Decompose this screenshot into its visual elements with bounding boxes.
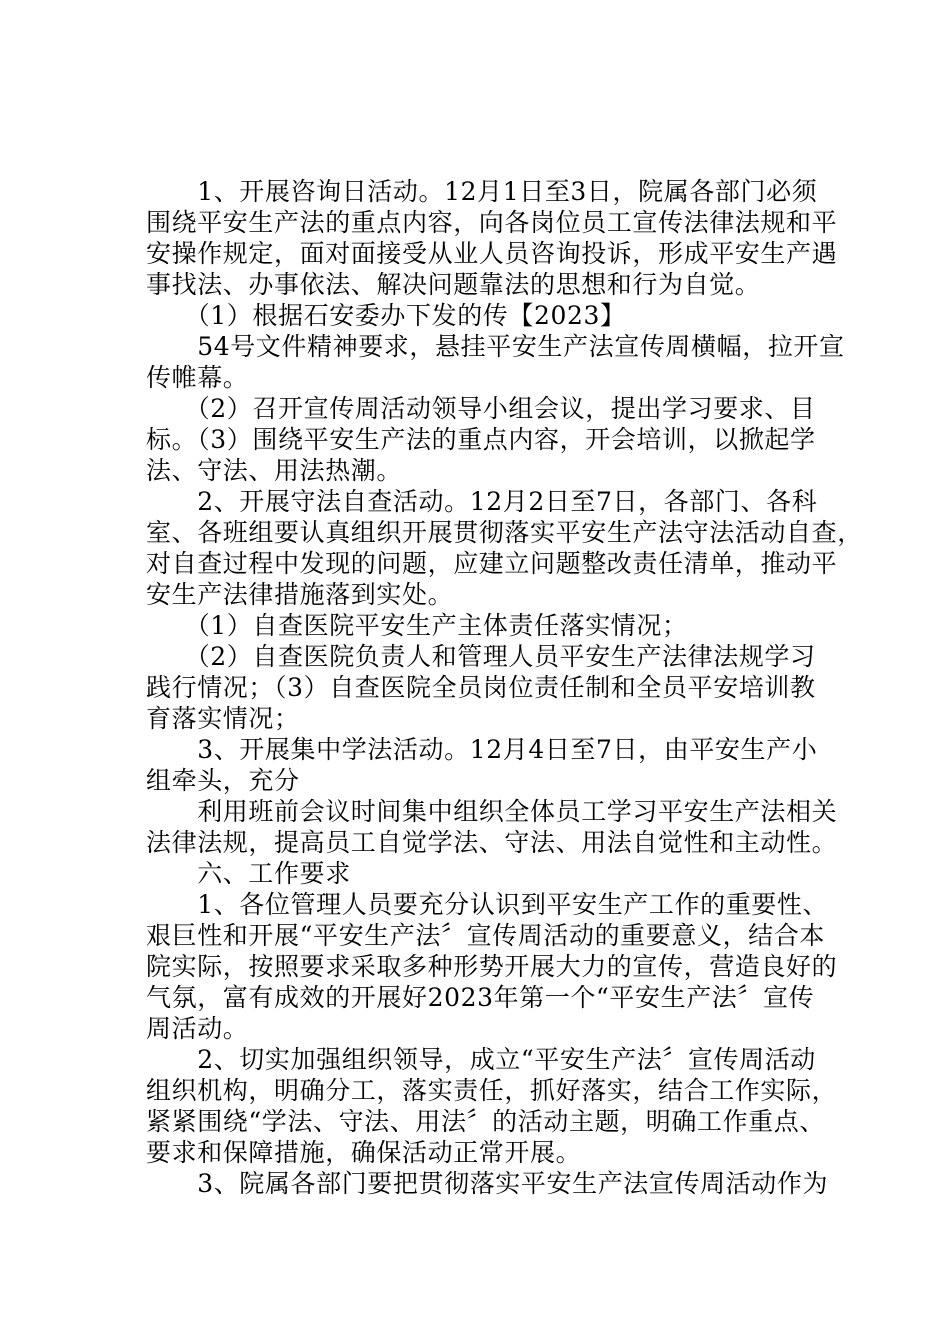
- text-line: 践行情况；（3）自查医院全员岗位责任制和全员平安培训教: [146, 673, 816, 702]
- text-line: （2）自查医院负责人和管理人员平安生产法律法规学习: [146, 642, 816, 671]
- text-line: 标。（3）围绕平安生产法的重点内容，开会培训，以掀起学: [146, 425, 816, 454]
- text-line: （1）自查医院平安生产主体责任落实情况；: [146, 611, 688, 640]
- text-line: 六、工作要求: [146, 859, 351, 888]
- text-line: （1）根据石安委办下发的传【2023】: [146, 301, 626, 330]
- text-line: 54号文件精神要求，悬挂平安生产法宣传周横幅，拉开宣: [146, 332, 845, 361]
- text-line: 1、各位管理人员要充分认识到平安生产工作的重要性、: [146, 890, 829, 919]
- text-line: 组织机构，明确分工，落实责任，抓好落实，结合工作实际，: [146, 1076, 838, 1105]
- text-line: 艰巨性和开展“平安生产法〞宣传周活动的重要意义，结合本: [146, 921, 825, 950]
- text-line: 气氛，富有成效的开展好2023年第一个“平安生产法〞宣传: [146, 983, 815, 1012]
- text-line: 安生产法律措施落到实处。: [146, 580, 454, 609]
- text-line: 对自查过程中发现的问题，应建立问题整改责任清单，推动平: [146, 549, 838, 578]
- text-line: 事找法、办事依法、解决问题靠法的思想和行为自觉。: [146, 270, 761, 299]
- text-line: 3、开展集中学法活动。12月4日至7日，由平安生产小: [146, 735, 818, 764]
- text-line: 紧紧围绕“学法、守法、用法〞的活动主题，明确工作重点、: [146, 1107, 825, 1136]
- text-line: 围绕平安生产法的重点内容，向各岗位员工宣传法律法规和平: [146, 208, 838, 237]
- text-line: 法律法规，提高员工自觉学法、守法、用法自觉性和主动性。: [146, 828, 838, 857]
- text-line: 2、开展守法自查活动。12月2日至7日，各部门、各科: [146, 487, 818, 516]
- text-line: 组牵头，充分: [146, 766, 300, 795]
- text-line: 室、各班组要认真组织开展贯彻落实平安生产法守法活动自查，: [146, 518, 863, 547]
- text-line: （2）召开宣传周活动领导小组会议，提出学习要求、目: [146, 394, 816, 423]
- text-line: 法、守法、用法热潮。: [146, 456, 403, 485]
- text-line: 传帷幕。: [146, 363, 249, 392]
- text-line: 院实际，按照要求采取多种形势开展大力的宣传，营造良好的: [146, 952, 838, 981]
- text-line: 利用班前会议时间集中组织全体员工学习平安生产法相关: [146, 797, 838, 826]
- text-line: 要求和保障措施，确保活动正常开展。: [146, 1138, 582, 1167]
- text-line: 安操作规定，面对面接受从业人员咨询投诉，形成平安生产遇: [146, 239, 838, 268]
- text-line: 育落实情况；: [146, 704, 300, 733]
- text-line: 3、院属各部门要把贯彻落实平安生产法宣传周活动作为: [146, 1169, 829, 1198]
- text-line: 1、开展咨询日活动。12月1日至3日，院属各部门必须: [146, 177, 818, 206]
- text-line: 周活动。: [146, 1014, 249, 1043]
- text-line: 2、切实加强组织领导，成立“平安生产法〞宣传周活动: [146, 1045, 816, 1074]
